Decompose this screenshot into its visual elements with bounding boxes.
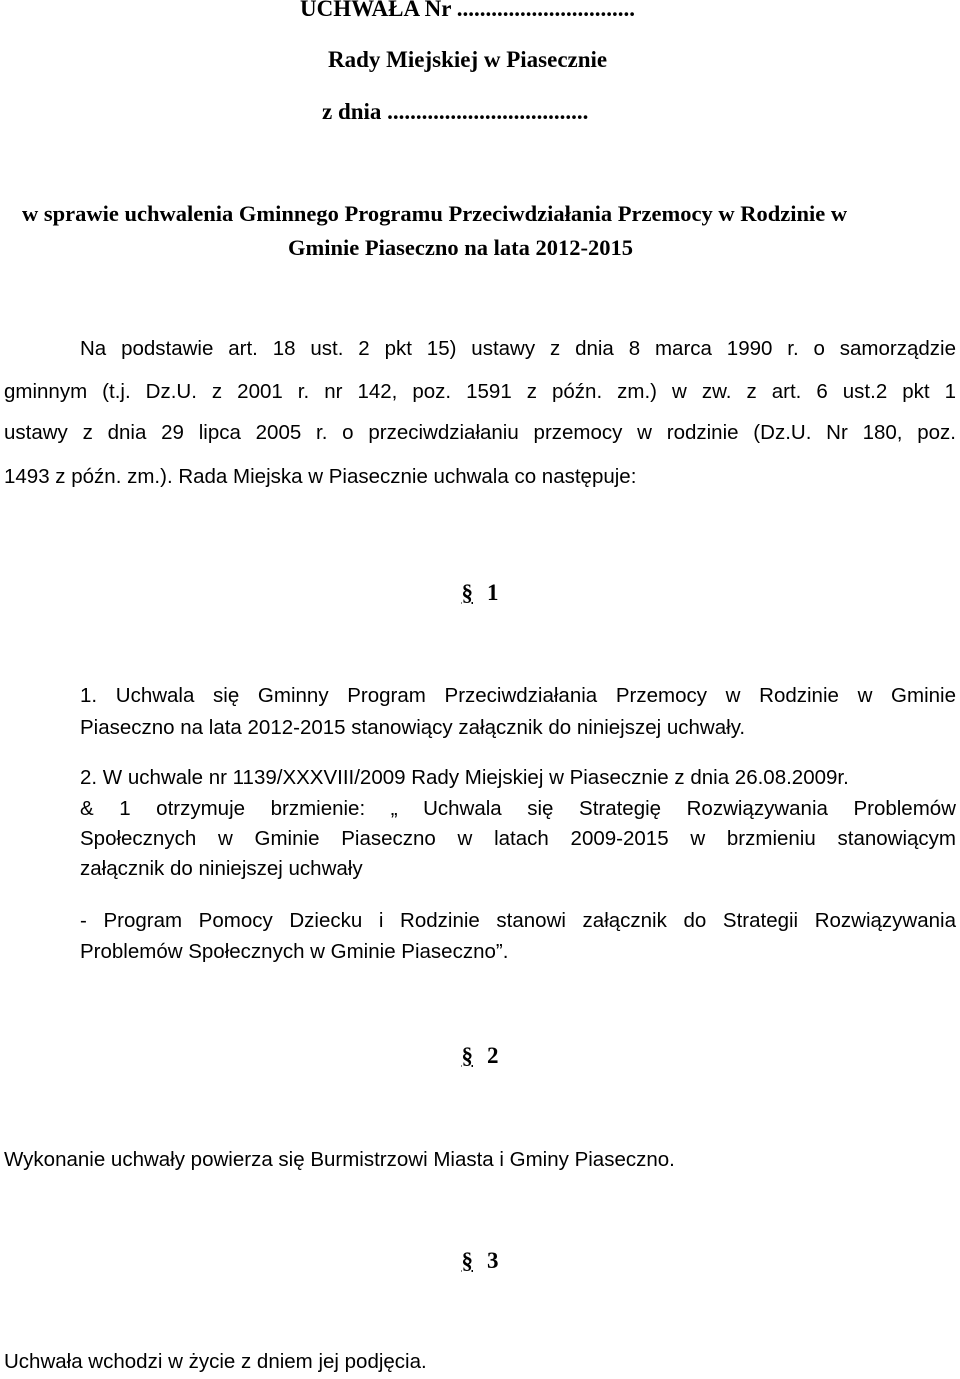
council-name: Rady Miejskiej w Piasecznie bbox=[328, 47, 608, 72]
preamble-line-4: 1493 z późn. zm.). Rada Miejska w Piasecznie uchwala co następuje: bbox=[4, 465, 637, 488]
preamble-line-3: ustawy z dnia 29 lipca 2005 r. o przeciwdziałaniu przemocy w rodzinie (Dz.U. Nr 180, poz. bbox=[4, 421, 956, 444]
item-2-line-5: - Program Pomocy Dziecku i Rodzinie stanowi załącznik do Strategii Rozwiązywania bbox=[80, 909, 956, 932]
section-sign: § bbox=[461, 580, 473, 605]
section-1-heading bbox=[0, 580, 960, 606]
resolution-date: z dnia ................................... bbox=[322, 99, 589, 124]
item-2-line-3: Społecznych w Gminie Piaseczno w latach 2009-2015 w brzmieniu stanowiącym bbox=[80, 827, 956, 850]
subject-line-1: w sprawie uchwalenia Gminnego Programu Przeciwdziałania Przemocy w Rodzinie w bbox=[22, 201, 848, 226]
section-sign: § bbox=[461, 1043, 473, 1068]
section-number: 2 bbox=[487, 1043, 499, 1068]
section-3-text: Uchwała wchodzi w życie z dniem jej podjęcia. bbox=[4, 1350, 427, 1373]
resolution-title: UCHWAŁA Nr ............................... bbox=[300, 0, 636, 21]
preamble-line-1: Na podstawie art. 18 ust. 2 pkt 15) ustawy z dnia 8 marca 1990 r. o samorządzie bbox=[80, 337, 956, 360]
preamble-line-2: gminnym (t.j. Dz.U. z 2001 r. nr 142, poz. 1591 z późn. zm.) w zw. z art. 6 ust.2 pkt 1 bbox=[4, 380, 956, 403]
item-2-line-6: Problemów Społecznych w Gminie Piaseczno”. bbox=[80, 940, 509, 963]
section-3-heading bbox=[0, 1248, 960, 1274]
subject-line-2: Gminie Piaseczno na lata 2012-2015 bbox=[288, 235, 633, 260]
item-2-line-1: 2. W uchwale nr 1139/XXXVIII/2009 Rady Miejskiej w Piasecznie z dnia 26.08.2009r. bbox=[80, 766, 849, 789]
item-2-line-2: & 1 otrzymuje brzmienie: „ Uchwala się Strategię Rozwiązywania Problemów bbox=[80, 797, 956, 820]
section-sign: § bbox=[461, 1248, 473, 1273]
section-number: 3 bbox=[487, 1248, 499, 1273]
section-2-text: Wykonanie uchwały powierza się Burmistrzowi Miasta i Gminy Piaseczno. bbox=[4, 1148, 675, 1171]
section-2-heading bbox=[0, 1043, 960, 1069]
item-1-line-2: Piaseczno na lata 2012-2015 stanowiący załącznik do niniejszej uchwały. bbox=[80, 716, 746, 739]
item-1-line-1: 1. Uchwala się Gminny Program Przeciwdziałania Przemocy w Rodzinie w Gminie bbox=[80, 684, 956, 707]
item-2-line-4: załącznik do niniejszej uchwały bbox=[80, 857, 363, 880]
section-number: 1 bbox=[487, 580, 499, 605]
